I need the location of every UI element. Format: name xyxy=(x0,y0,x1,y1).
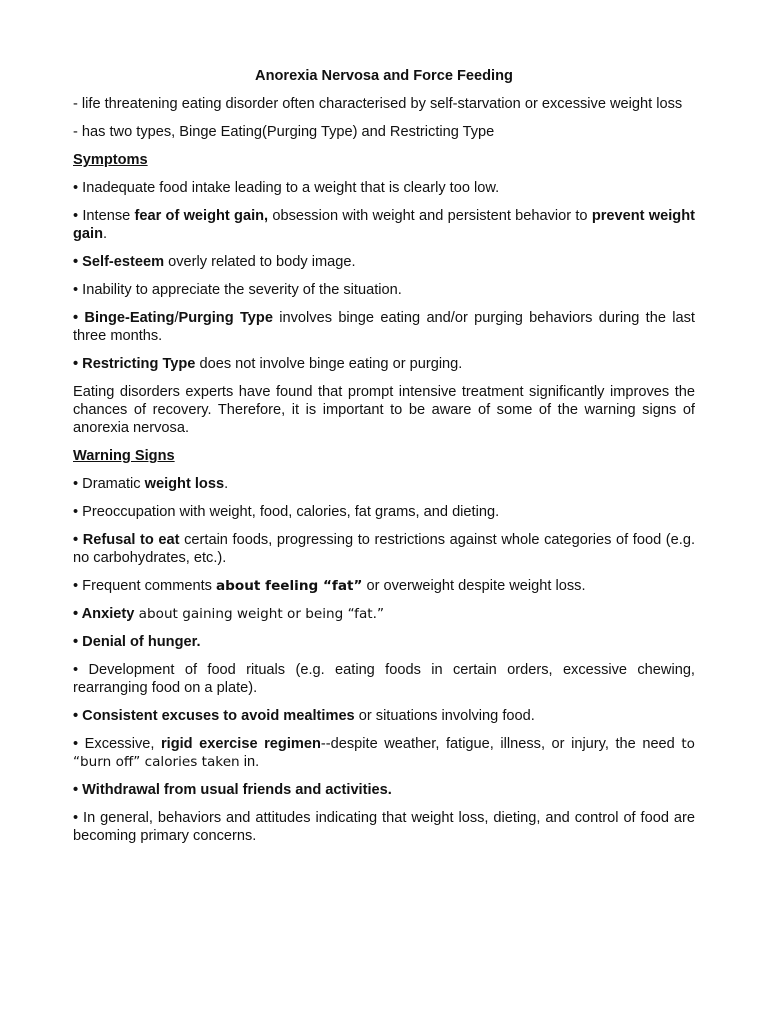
intro-types: - has two types, Binge Eating(Purging Type) and Restricting Type xyxy=(73,124,495,140)
symptom-emphasis: fear of weight gain, xyxy=(134,208,269,224)
symptom-text: . xyxy=(103,226,108,242)
warning-text: to “burn off” calories taken xyxy=(73,736,695,770)
warning-item xyxy=(73,475,695,493)
warning-item: • Development of food rituals (e.g. eating foods in certain orders, excessive chewing, rearranging food on a plate). xyxy=(73,662,695,696)
symptom-text: • Intense xyxy=(73,208,135,224)
symptom-item xyxy=(73,207,695,243)
symptom-text: overly related to body image. xyxy=(164,254,356,270)
warning-emphasis: about feeling “fat” xyxy=(216,578,363,594)
explanation-paragraph: Eating disorders experts have found that prompt intensive treatment significantly improves the chances of recovery. Therefore, it is important to be aware of some of the warning signs of anorexia nervosa. xyxy=(73,384,695,436)
symptom-text: obsession with weight and persistent behavior to xyxy=(268,208,592,224)
warning-item xyxy=(73,735,695,771)
symptom-item xyxy=(73,355,695,373)
warning-emphasis: • Consistent excuses to avoid mealtimes xyxy=(73,708,355,724)
warning-emphasis: • Refusal to eat xyxy=(73,532,180,548)
warning-item xyxy=(73,707,695,725)
warning-item: • Preoccupation with weight, food, calories, fat grams, and dieting. xyxy=(73,504,500,520)
symptom-emphasis: • Restricting Type xyxy=(73,356,196,372)
warning-item: • Denial of hunger. xyxy=(73,634,201,650)
symptom-item: • Inadequate food intake leading to a weight that is clearly too low. xyxy=(73,180,500,196)
warning-text: • Frequent comments xyxy=(73,578,216,594)
warning-item: • In general, behaviors and attitudes indicating that weight loss, dieting, and control of food are becoming primary concerns. xyxy=(73,810,695,844)
warning-item xyxy=(73,577,695,595)
document-title: Anorexia Nervosa and Force Feeding xyxy=(255,68,513,84)
symptom-item xyxy=(73,253,695,271)
warning-emphasis: rigid exercise regimen xyxy=(160,736,321,752)
warning-text: or situations involving food. xyxy=(354,708,535,724)
warning-text: in. xyxy=(239,754,260,770)
warning-item xyxy=(73,605,695,623)
symptom-emphasis: prevent weight gain xyxy=(73,208,696,242)
warning-text: . xyxy=(224,476,229,492)
intro-definition: - life threatening eating disorder often characterised by self-starvation or excessive weight loss xyxy=(73,96,683,112)
symptom-text: involves binge eating and/or purging behaviors during the last three months. xyxy=(73,310,695,344)
warning-text: about gaining weight or being “fat.” xyxy=(134,606,384,622)
warning-item xyxy=(73,531,695,567)
symptom-item xyxy=(73,309,695,345)
symptom-emphasis: • Self-esteem xyxy=(73,254,165,270)
symptom-text: / xyxy=(174,310,179,326)
warning-emphasis: weight loss xyxy=(144,476,225,492)
symptom-item: • Inability to appreciate the severity of the situation. xyxy=(73,282,402,298)
warning-text: or overweight despite weight loss. xyxy=(362,578,586,594)
warning-signs-heading: Warning Signs xyxy=(73,448,175,464)
warning-text: • Excessive, xyxy=(73,736,161,752)
warning-text: certain foods, progressing to restrictions against whole categories of food (e.g. no carbohydrates, etc.). xyxy=(73,532,696,566)
warning-text: • Dramatic xyxy=(73,476,145,492)
symptom-emphasis: • Binge-Eating xyxy=(73,310,175,326)
symptom-text: does not involve binge eating or purging. xyxy=(195,356,463,372)
symptom-emphasis: Purging Type xyxy=(178,310,273,326)
warning-item: • Withdrawal from usual friends and activities. xyxy=(73,782,392,798)
warning-text: --despite weather, fatigue, illness, or injury, the need xyxy=(320,736,682,752)
warning-emphasis: • Anxiety xyxy=(73,606,135,622)
symptoms-heading: Symptoms xyxy=(73,152,148,168)
